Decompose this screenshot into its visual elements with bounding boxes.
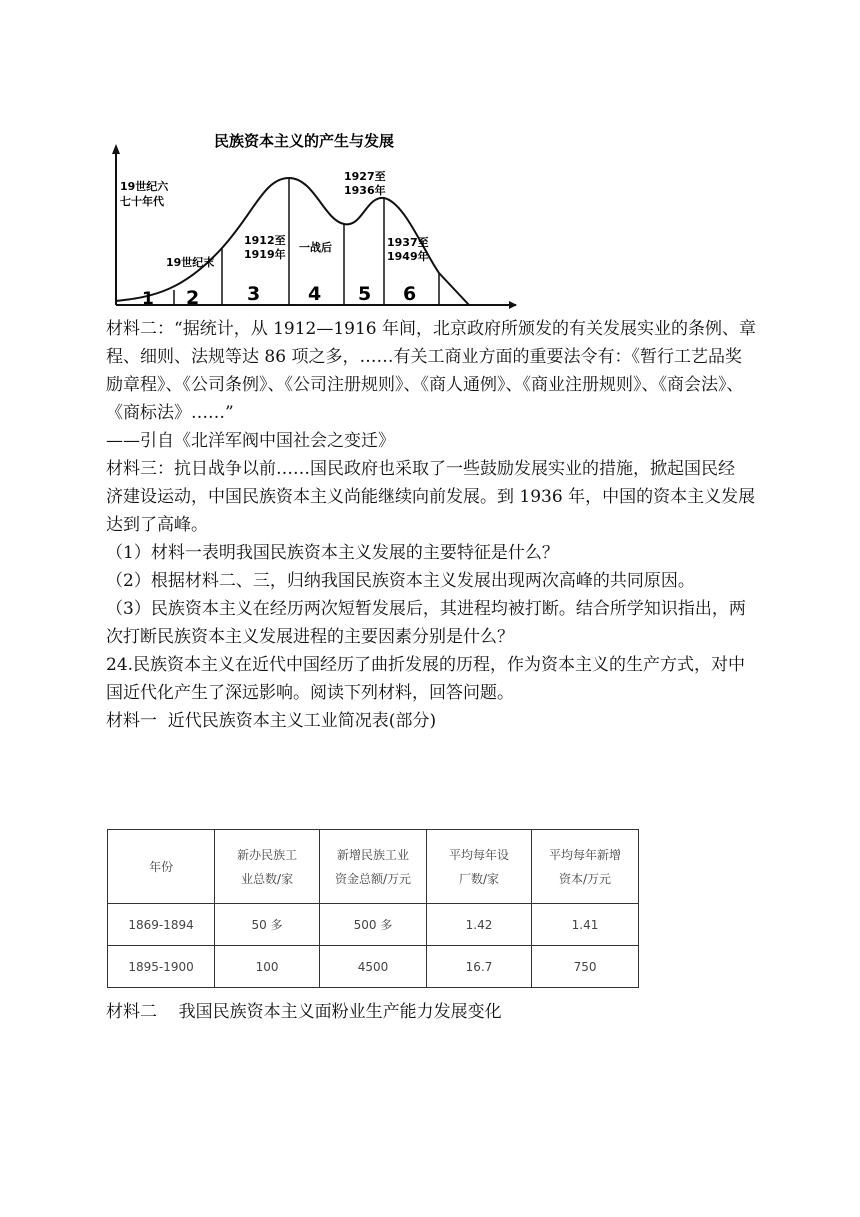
table-cell: 500 多 [320, 904, 427, 946]
label-period-1-line2: 七十年代 [120, 195, 164, 208]
material-three-line: 济建设运动，中国民族资本主义尚能继续向前发展。到 1936 年，中国的资本主义发展 [106, 487, 756, 507]
table-header-row [108, 830, 639, 904]
header-text: 厂数/家 [459, 871, 500, 886]
section-number-3: 3 [247, 283, 261, 305]
label-period-6-line2: 1949年 [387, 250, 429, 263]
material-two-line: 材料二：“据统计，从 1912—1916 年间，北京政府所颁发的有关发展实业的条例、章 [106, 319, 757, 339]
header-text: 平均每年设 [449, 847, 510, 862]
table-header-avg-capital [532, 830, 639, 904]
question-1: （1）材料一表明我国民族资本主义发展的主要特征是什么？ [106, 543, 559, 563]
material-two-caption: 材料二 我国民族资本主义面粉业生产能力发展变化 [106, 1002, 502, 1022]
material-two-source: ——引自《北洋军阀中国社会之变迁》 [106, 431, 395, 451]
label-period-6-line1: 1937至 [387, 236, 429, 249]
table-header-new-capital [320, 830, 427, 904]
table-header-year [108, 830, 215, 904]
table-cell: 1895-1900 [108, 946, 215, 988]
header-text: 资金总额/万元 [335, 871, 412, 886]
material-three-paragraph [106, 455, 756, 539]
industry-table [107, 829, 639, 988]
section-number-5: 5 [358, 283, 372, 305]
material-two-caption-block [106, 998, 756, 1026]
material-three-line: 达到了高峰。 [106, 515, 208, 535]
question-3-line: 次打断民族资本主义发展进程的主要因素分别是什么？ [106, 627, 514, 647]
material-three-line: 材料三：抗日战争以前……国民政府也采取了一些鼓励发展实业的措施，掀起国民经 [106, 459, 735, 479]
label-period-2: 19世纪末 [166, 256, 215, 269]
table-cell: 4500 [320, 946, 427, 988]
header-text: 年份 [149, 859, 174, 874]
header-text: 新办民族工 [237, 847, 298, 862]
table-row [108, 946, 639, 988]
label-period-1 [120, 179, 172, 208]
label-period-5-line2: 1936年 [344, 184, 386, 197]
label-period-3 [244, 233, 289, 261]
label-period-3-line2: 1919年 [244, 248, 286, 261]
table-header-new-factories [215, 830, 320, 904]
question-24-line: 国近代化产生了深远影响。阅读下列材料，回答问题。 [106, 683, 514, 703]
material-two-line: 励章程》、《公司条例》、《公司注册规则》、《商人通例》、《商业注册规则》、《商会法》、 [106, 375, 744, 395]
question-24-intro [106, 651, 756, 707]
y-axis-arrow [112, 144, 120, 154]
header-text: 资本/万元 [558, 871, 612, 886]
table-header-avg-factories [427, 830, 532, 904]
table-cell: 1.42 [427, 904, 532, 946]
section-number-1: 1 [142, 289, 154, 309]
question-24-line: 24.民族资本主义在近代中国经历了曲折发展的历程，作为资本主义的生产方式，对中 [106, 655, 746, 675]
table-cell: 750 [532, 946, 639, 988]
header-text: 业总数/家 [241, 871, 294, 886]
material-two-line: 程、细则、法规等达 86 项之多，……有关工商业方面的重要法令有：《暂行工艺品奖 [106, 347, 742, 367]
question-2: （2）根据材料二、三，归纳我国民族资本主义发展出现两次高峰的共同原因。 [106, 571, 695, 591]
material-two-paragraph [106, 315, 756, 427]
material-two-line: 《商标法》……” [106, 403, 234, 423]
section-number-6: 6 [403, 283, 417, 305]
question-3 [106, 595, 756, 651]
table-row [108, 904, 639, 946]
table-cell: 16.7 [427, 946, 532, 988]
table-cell: 1.41 [532, 904, 639, 946]
table-cell: 50 多 [215, 904, 320, 946]
x-axis-arrow [509, 301, 517, 309]
label-period-4: 一战后 [299, 241, 332, 254]
industry-table-wrapper [107, 829, 639, 987]
header-text: 平均每年新增 [549, 847, 622, 862]
label-period-3-line1: 1912至 [244, 234, 286, 247]
development-curve-chart [104, 118, 520, 314]
question-3-line: （3）民族资本主义在经历两次短暂发展后，其进程均被打断。结合所学知识指出，两 [106, 599, 746, 619]
header-text: 新增民族工业 [337, 847, 410, 862]
material-two-block [106, 315, 756, 735]
label-period-1-line1: 19世纪六 [120, 180, 169, 193]
figure-title: 民族资本主义的产生与发展 [213, 132, 395, 150]
table-cell: 100 [215, 946, 320, 988]
section-number-2: 2 [186, 287, 200, 309]
material-one-caption: 材料一 近代民族资本主义工业简况表(部分) [106, 711, 437, 731]
label-period-5-line1: 1927至 [344, 170, 386, 183]
table-cell: 1869-1894 [108, 904, 215, 946]
section-number-4: 4 [308, 283, 322, 305]
label-period-5 [344, 169, 389, 197]
capitalism-development-figure [104, 118, 520, 314]
